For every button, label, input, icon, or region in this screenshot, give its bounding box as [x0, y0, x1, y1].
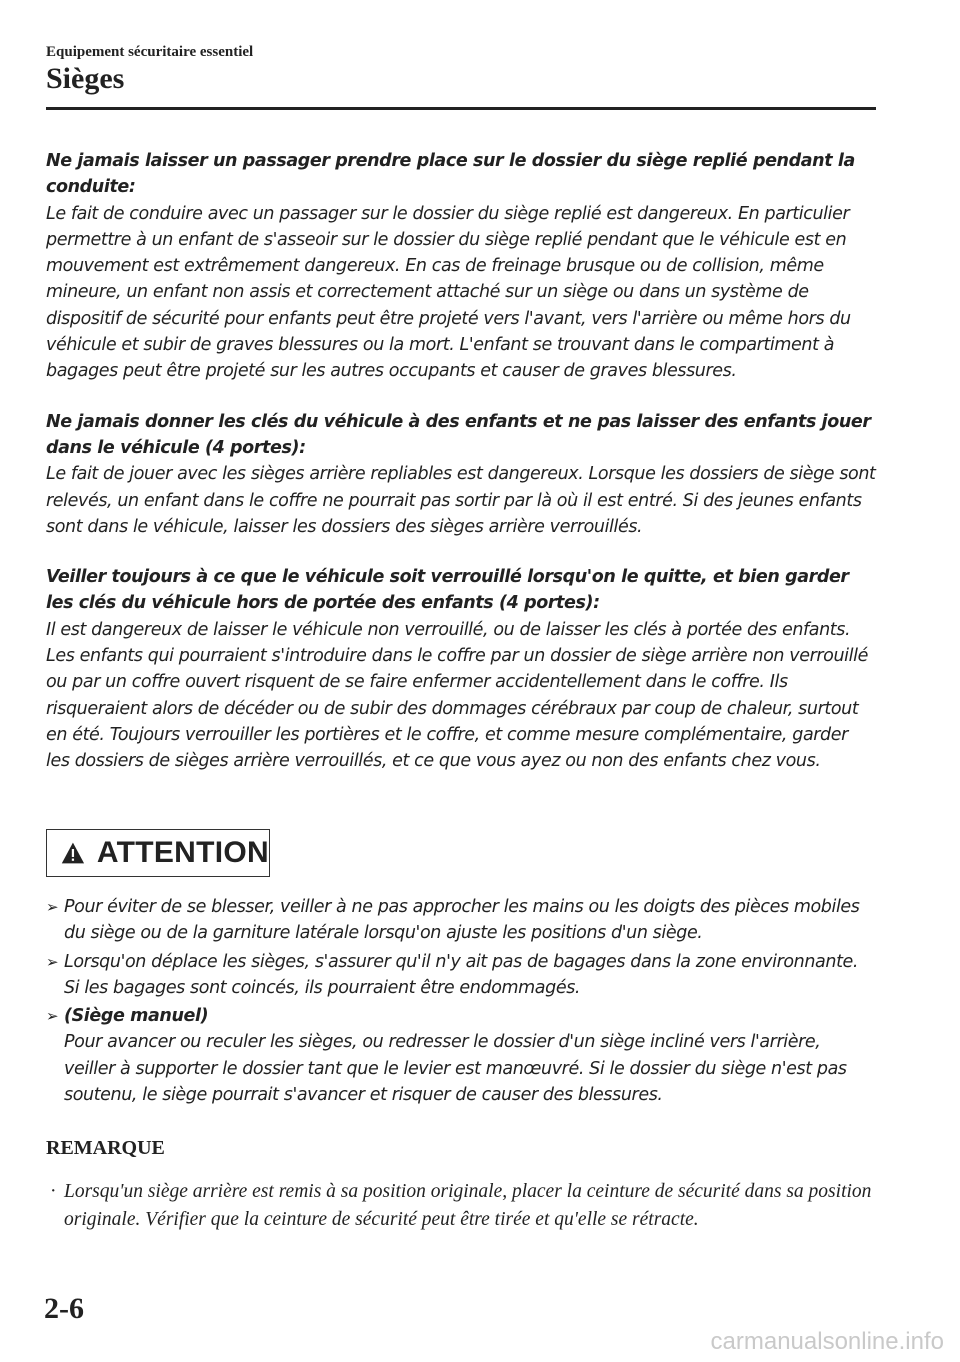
- page-number: 2-6: [44, 1292, 84, 1325]
- dot-bullet-icon: ·: [50, 1181, 57, 1202]
- warning-block: [46, 148, 876, 385]
- warning-block: [46, 409, 876, 540]
- attention-item-title: (Siège manuel): [64, 1006, 209, 1027]
- note-title: REMARQUE: [46, 1137, 165, 1159]
- attention-label: ATTENTION: [96, 836, 269, 869]
- warning-body: Le fait de jouer avec les sièges arrière repliables est dangereux. Lorsque les dossiers de siège sont relevés, un enfant dans le coffre ne pourrait pas sortir par là où il est entré. Si des jeunes enfants sont dans le véhicule, laisser les dossiers des sièges arrière verrouillés.: [46, 464, 876, 537]
- section-label: Equipement sécuritaire essentiel: [46, 44, 254, 60]
- arrow-bullet-icon: ➢: [46, 1007, 59, 1026]
- warning-content: [46, 148, 876, 799]
- watermark: carmanualsonline.info: [710, 1328, 944, 1355]
- attention-item: [46, 894, 876, 947]
- attention-banner: [46, 829, 270, 877]
- warning-body: Le fait de conduire avec un passager sur le dossier du siège replié est dangereux. En particulier permettre à un enfant de s'asseoir sur le dossier du siège replié pendant que le véhicule est en mouvement est extrêmement dangereux. En cas de freinage brusque ou de collision, même mineure, un enfant non assis et correctement attaché sur un siège ou dans un système de dispositif de sécurité pour enfants peut être projeté vers l'avant, vers l'arrière ou même hors du véhicule et subir de graves blessures ou la mort. L'enfant se trouvant dans le compartiment à bagages peut être projeté sur les autres occupants et causer de graves blessures.: [46, 203, 851, 382]
- attention-item: [46, 949, 876, 1002]
- warning-heading: Ne jamais laisser un passager prendre place sur le dossier du siège replié pendant la conduite:: [46, 151, 855, 198]
- attention-item: [46, 1003, 876, 1108]
- warning-block: [46, 564, 876, 774]
- arrow-bullet-icon: ➢: [46, 952, 59, 971]
- header-rule: [46, 107, 876, 110]
- attention-list: [46, 894, 876, 1110]
- attention-item-text: Lorsqu'on déplace les sièges, s'assurer qu'il n'y ait pas de bagages dans la zone environnante. Si les bagages sont coincés, ils pourraient être endommagés.: [64, 951, 859, 998]
- attention-item-text: Pour éviter de se blesser, veiller à ne pas approcher les mains ou les doigts des pièces mobiles du siège ou de la garniture latérale lorsqu'on ajuste les positions d'un siège.: [64, 897, 860, 944]
- page-title: Sièges: [46, 62, 125, 95]
- note-item: [46, 1178, 876, 1234]
- attention-item-text: Pour avancer ou reculer les sièges, ou redresser le dossier d'un siège incliné vers l'arrière, veiller à supporter le dossier tant que le levier est manœuvré. Si le dossier du siège n'est pas soutenu, le siège pourrait s'avancer et risquer de causer des blessures.: [64, 1032, 847, 1106]
- warning-triangle-icon: [61, 839, 85, 867]
- warning-heading: Veiller toujours à ce que le véhicule soit verrouillé lorsqu'on le quitte, et bien garder les clés du véhicule hors de portée des enfants (4 portes):: [46, 567, 849, 614]
- note-item-text: Lorsqu'un siège arrière est remis à sa position originale, placer la ceinture de sécurité dans sa position originale. Vérifier que la ceinture de sécurité peut être tirée et qu'elle se rétracte.: [64, 1181, 872, 1230]
- note-list: [46, 1178, 876, 1234]
- warning-body: Il est dangereux de laisser le véhicule non verrouillé, ou de laisser les clés à portée des enfants. Les enfants qui pourraient s'introduire dans le coffre par un dossier de siège arrière non verrouillé ou par un coffre ouvert risquent de se faire enfermer accidentellement dans le coffre. Ils risqueraient alors de décéder ou de subir des dommages cérébraux par coup de chaleur, surtout en été. Toujours verrouiller les portières et le coffre, et comme mesure complémentaire, garder les dossiers de sièges arrière verrouillés, et ce que vous ayez ou non des enfants chez vous.: [46, 619, 868, 772]
- arrow-bullet-icon: ➢: [46, 898, 59, 916]
- warning-heading: Ne jamais donner les clés du véhicule à des enfants et ne pas laisser des enfants jouer dans le véhicule (4 portes):: [46, 411, 871, 458]
